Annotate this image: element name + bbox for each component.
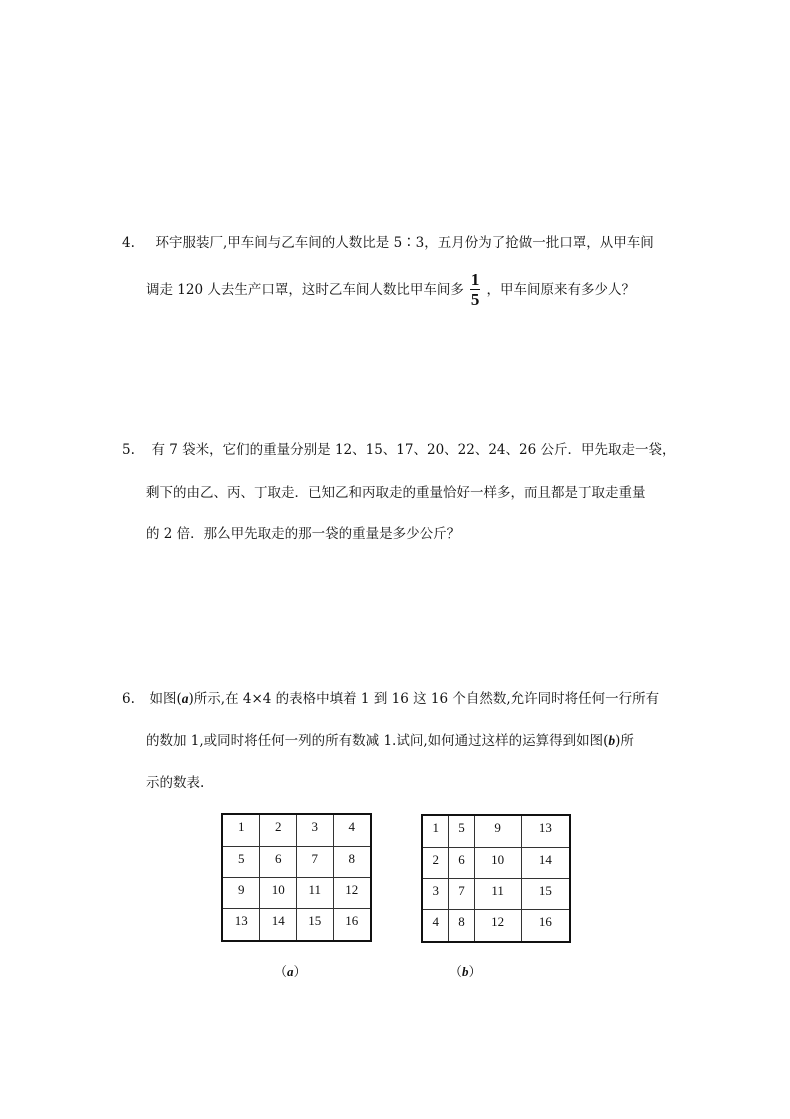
table-cell: 11 <box>474 878 521 909</box>
table-cell: 9 <box>222 877 260 908</box>
table-row <box>222 909 371 941</box>
problem-5-text-1: 有 7 袋米，它们的重量分别是 12、15、17、20、22、24、26 公斤．甲先取走一袋， <box>151 442 676 458</box>
caption-close-paren: ） <box>468 964 482 979</box>
table-cell: 5 <box>449 815 474 847</box>
table-cell: 6 <box>449 847 474 878</box>
problem-5-text-3: 的 2 倍．那么甲先取走的那一袋的重量是多少公斤？ <box>146 526 461 542</box>
table-cell: 9 <box>474 815 521 847</box>
table-cell: 5 <box>222 846 260 877</box>
table-cell: 4 <box>333 814 371 846</box>
table-cell: 15 <box>296 909 333 941</box>
table-row <box>422 847 570 878</box>
problem-4-line-2 <box>146 272 635 309</box>
problem-6-text-2a: 的数加 1,或同时将任何一列的所有数减 1.试问,如何通过这样的运算得到如图( <box>146 733 609 749</box>
fraction-numerator: 1 <box>470 270 480 289</box>
table-row <box>422 815 570 847</box>
caption-letter-a: a <box>287 964 294 979</box>
table-cell: 10 <box>474 847 521 878</box>
table-cell: 2 <box>422 847 449 878</box>
problem-6-line-2 <box>146 731 634 751</box>
caption-open-paren: （ <box>449 964 463 979</box>
table-cell: 12 <box>333 877 371 908</box>
problem-6-line-1 <box>122 689 659 709</box>
table-row <box>222 846 371 877</box>
table-row <box>222 814 371 846</box>
table-cell: 14 <box>260 909 297 941</box>
table-cell: 3 <box>296 814 333 846</box>
table-cell: 16 <box>333 909 371 941</box>
table-cell: 11 <box>296 877 333 908</box>
problem-5-line-2 <box>146 483 646 503</box>
caption-open-paren: （ <box>274 964 288 979</box>
problem-6-text-1b: )所示,在 4×4 的表格中填着 1 到 16 这 16 个自然数,允许同时将任何一行所有 <box>188 691 660 707</box>
table-a-caption <box>274 961 307 980</box>
problem-5-line-3 <box>146 524 460 544</box>
problem-5-line-1 <box>122 440 676 460</box>
table-b-caption <box>449 961 482 980</box>
table-cell: 15 <box>521 878 570 909</box>
problem-6-text-2b: )所 <box>615 733 634 749</box>
table-row <box>222 877 371 908</box>
problem-6-line-3 <box>146 773 204 793</box>
problem-4-text-2b: ，甲车间原来有多少人？ <box>486 282 635 298</box>
table-cell: 8 <box>333 846 371 877</box>
problem-5-number: 5. <box>122 442 135 458</box>
number-table-b <box>421 814 571 943</box>
table-cell: 2 <box>260 814 297 846</box>
problem-4-text-1: 环宇服装厂,甲车间与乙车间的人数比是 5∶3，五月份为了抢做一批口罩，从甲车间 <box>155 235 654 251</box>
problem-6-figure-a-ref: a <box>181 691 189 706</box>
caption-letter-b: b <box>462 964 469 979</box>
table-cell: 16 <box>521 910 570 942</box>
caption-close-paren: ） <box>293 964 307 979</box>
table-cell: 13 <box>222 909 260 941</box>
fraction-one-fifth <box>470 271 480 308</box>
table-cell: 1 <box>222 814 260 846</box>
table-cell: 8 <box>449 910 474 942</box>
table-cell: 10 <box>260 877 297 908</box>
table-cell: 12 <box>474 910 521 942</box>
table-cell: 1 <box>422 815 449 847</box>
table-cell: 3 <box>422 878 449 909</box>
problem-4-number: 4. <box>122 235 135 251</box>
problem-6-text-1a: 如图( <box>149 691 182 707</box>
table-cell: 6 <box>260 846 297 877</box>
table-row <box>422 910 570 942</box>
number-table-a <box>221 813 372 942</box>
problem-4-text-2a: 调走 120 人去生产口罩，这时乙车间人数比甲车间多 <box>146 282 464 298</box>
table-cell: 7 <box>449 878 474 909</box>
problem-6-figure-b-ref: b <box>608 733 616 748</box>
table-cell: 7 <box>296 846 333 877</box>
table-cell: 4 <box>422 910 449 942</box>
problem-4-line-1 <box>122 233 654 253</box>
problem-6-text-3: 示的数表. <box>146 775 205 791</box>
table-row <box>422 878 570 909</box>
problem-5-text-2: 剩下的由乙、丙、丁取走．已知乙和丙取走的重量恰好一样多，而且都是丁取走重量 <box>146 485 646 501</box>
problem-6-number: 6. <box>122 691 135 707</box>
table-cell: 14 <box>521 847 570 878</box>
fraction-denominator: 5 <box>470 290 480 309</box>
table-cell: 13 <box>521 815 570 847</box>
